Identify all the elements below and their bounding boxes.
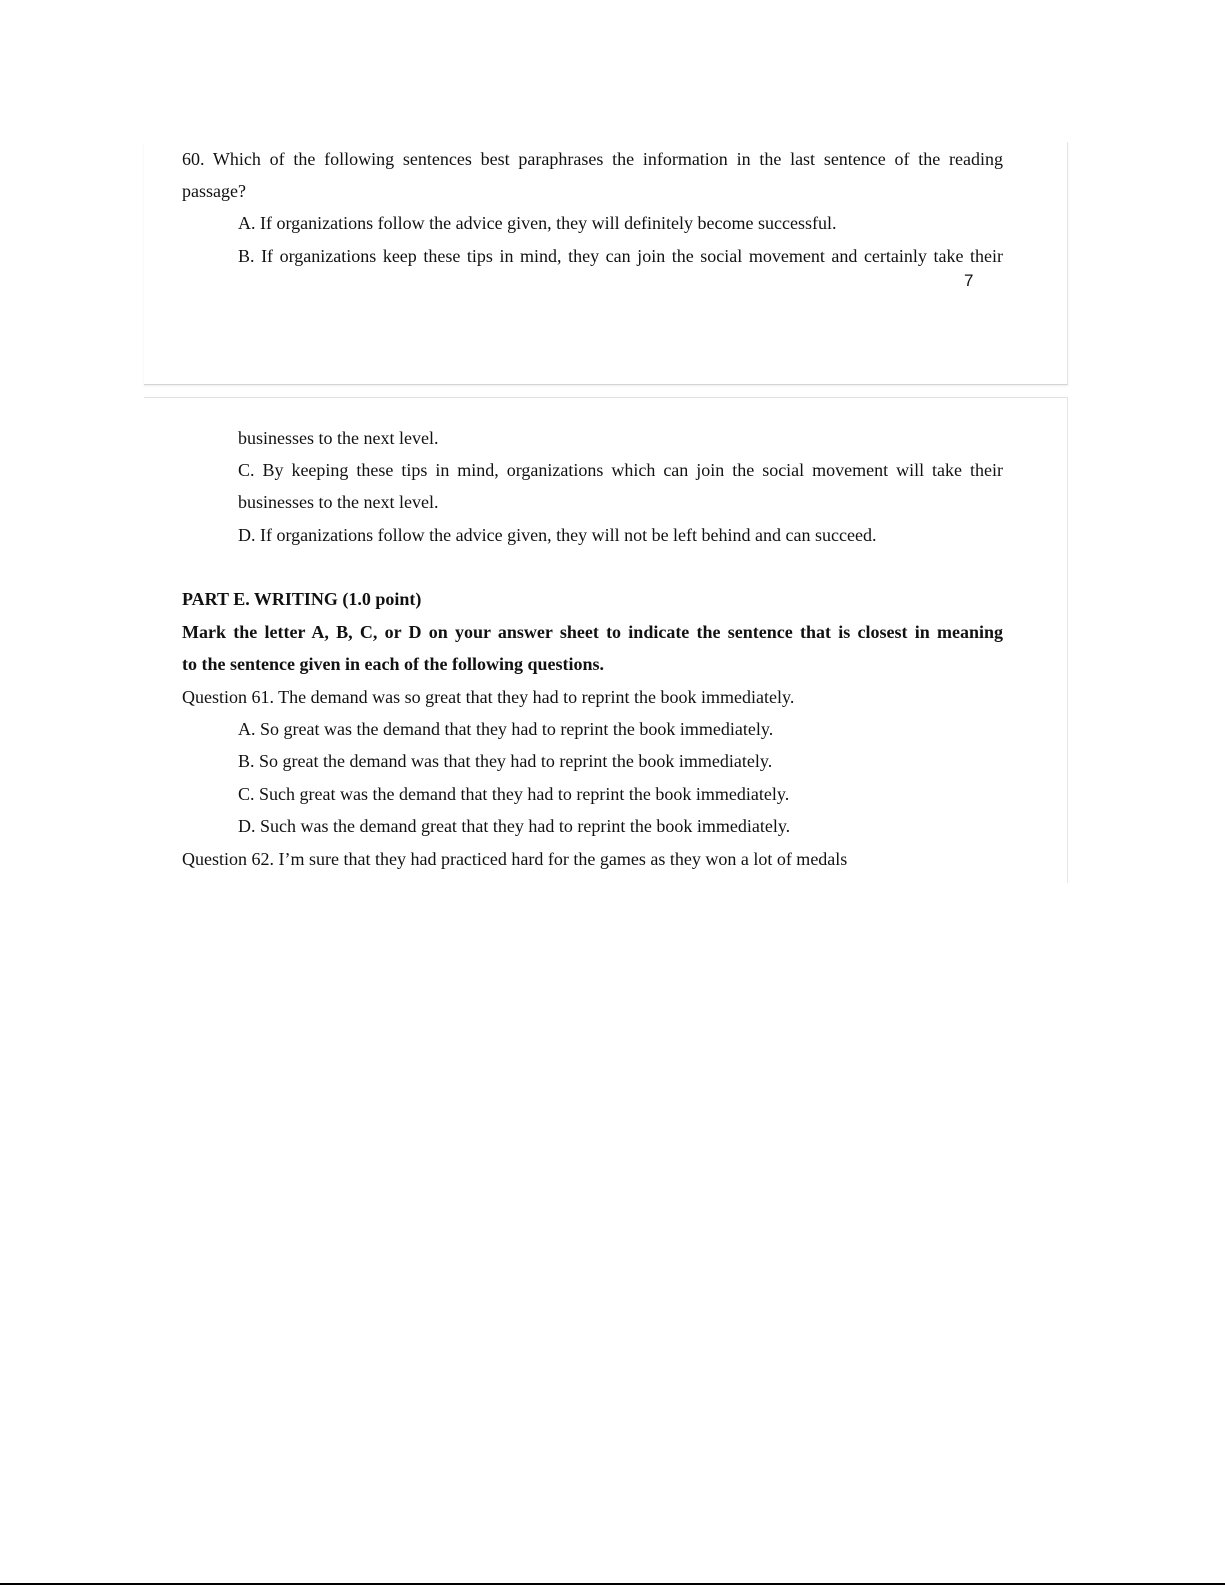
question-61-stem: Question 61. The demand was so great that they had to reprint the book immediately. xyxy=(182,687,795,707)
question-60-option-d: D. If organizations follow the advice given, they will not be left behind and can succeed. xyxy=(238,525,877,545)
page-number: 7 xyxy=(964,271,974,290)
question-62-stem: Question 62. I’m sure that they had practiced hard for the games as they won a lot of medals xyxy=(182,849,848,869)
part-e-instruction-line-2: to the sentence given in each of the following questions. xyxy=(182,654,604,674)
question-61-option-d: D. Such was the demand great that they had to reprint the book immediately. xyxy=(238,816,791,836)
part-e-instruction-line-1: Mark the letter A, B, C, or D on your answer sheet to indicate the sentence that is closest in meaning xyxy=(182,622,1003,642)
question-60-stem-line-1: 60. Which of the following sentences best paraphrases the information in the last sentence of the reading xyxy=(182,149,1003,169)
question-60-option-c-line-2: businesses to the next level. xyxy=(238,492,439,512)
question-60-option-b-line-1: B. If organizations keep these tips in mind, they can join the social movement and certainly take their xyxy=(238,246,1003,266)
question-61-option-b: B. So great the demand was that they had to reprint the book immediately. xyxy=(238,751,773,771)
question-61-option-c: C. Such great was the demand that they had to reprint the book immediately. xyxy=(238,784,790,804)
question-61-option-a: A. So great was the demand that they had to reprint the book immediately. xyxy=(238,719,774,739)
question-60-option-b-line-2: businesses to the next level. xyxy=(238,428,439,448)
question-60-option-c-line-1: C. By keeping these tips in mind, organizations which can join the social movement will take their xyxy=(238,460,1003,480)
question-60-option-a: A. If organizations follow the advice given, they will definitely become successful. xyxy=(238,213,837,233)
part-e-heading: PART E. WRITING (1.0 point) xyxy=(182,589,422,609)
question-60-stem-line-2: passage? xyxy=(182,181,246,201)
